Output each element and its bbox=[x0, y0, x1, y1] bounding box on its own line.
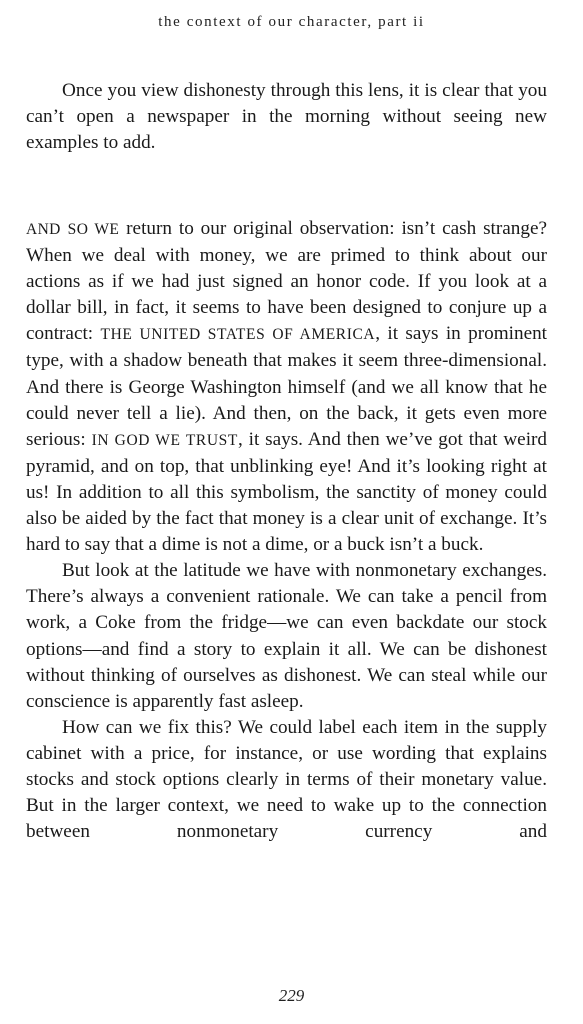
paragraph-3: But look at the latitude we have with nonmonetary exchanges. There’s always a convenient rationale. We can take a pencil from work, a Coke from the fridge—we can even backdate our stock options—and find a story to explain it all. We can be dishonest without thinking of ourselves as dishonest. We can steal while our conscience is apparently fast asleep. bbox=[26, 560, 547, 712]
paragraph-1: Once you view dishonesty through this lens, it is clear that you can’t open a newspaper in the morning without seeing new examples to add. bbox=[26, 80, 547, 154]
paragraph-2-text-1: return to our original observation: isn’t cash strange? When we deal with money, we are primed to think about our actions as if we had just signed an honor code. If you look at a dollar bill, in fact, it seems to have been designed to conjure up a contract: bbox=[26, 218, 547, 345]
lead-caps-1: AND bbox=[26, 221, 61, 238]
page-number: 229 bbox=[278, 986, 305, 1005]
small-caps-2: IN GOD WE TRUST bbox=[91, 431, 238, 449]
paragraph-2 bbox=[26, 216, 547, 558]
small-caps-1: THE UNITED STATES OF AMERICA bbox=[100, 326, 376, 344]
running-head: the context of our character, part ii bbox=[158, 14, 425, 30]
text-block-top bbox=[26, 78, 547, 156]
paragraph-2-text-3: , it says. And then we’ve got that weird pyramid, and on top, that unblinking eye! And it’s looking right at us! In addition to all this symbolism, the sanctity of money could also be aided by the fact that money is a clear unit of exchange. It’s hard to say that a dime is not a dime, or a buck isn’t a buck. bbox=[26, 428, 548, 556]
lead-caps-2: SO WE bbox=[67, 221, 120, 238]
paragraph-2-text-2: , it says in prominent type, with a shadow beneath that makes it seem three-dimensional. And there is George Washington himself (and we all know that he could never tell a lie). And then, on the back, it gets even more serious: bbox=[26, 323, 548, 450]
text-block-section bbox=[26, 216, 547, 845]
paragraph-4: How can we fix this? We could label each item in the supply cabinet with a price, for instance, or use wording that explains stocks and stock options clearly in terms of their monetary value. But in the larger context, we need to wake up to the connection between nonmonetary currency and bbox=[26, 716, 547, 843]
